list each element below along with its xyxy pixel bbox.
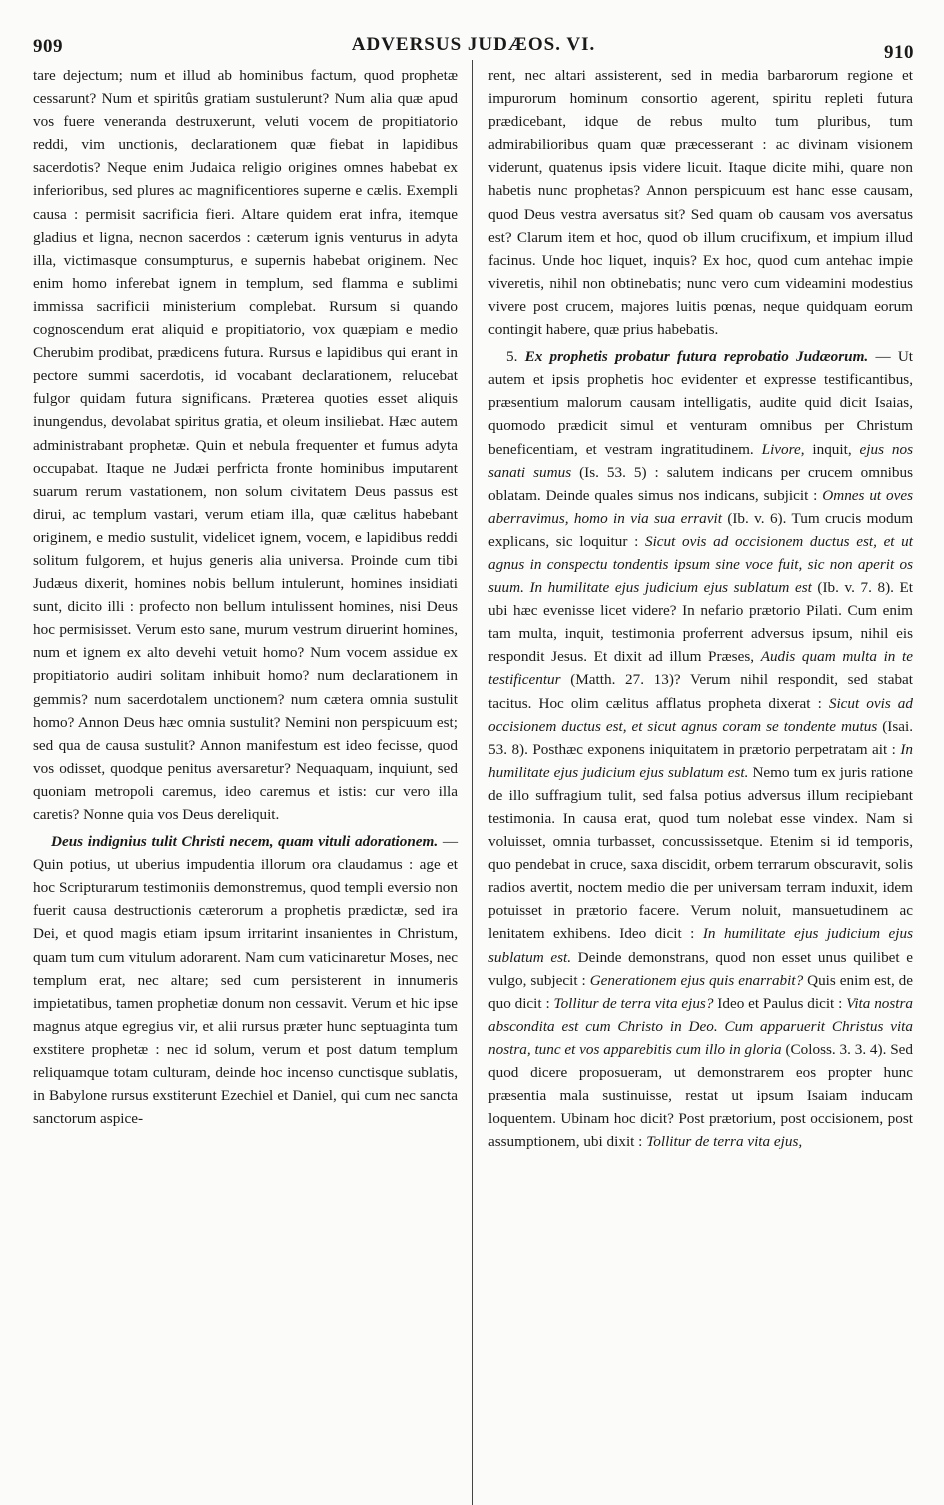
two-column-body (33, 64, 914, 1153)
text: (Ib. v. 6). Tum crucis modum explicans, sic loquitur : (488, 509, 914, 550)
text: (Is. 53. 5) : salutem indicans per crucem omnibus oblatam. Deinde quales simus nos indicans, subjicit : (488, 463, 913, 504)
text: (Isai. 53. 8). Posthæc exponens iniquitatem in prætorio perpetratam ait : (488, 717, 913, 758)
right-paragraph-2 (488, 345, 913, 1153)
quote: Tollitur de terra vita ejus? (553, 994, 714, 1012)
text: (Matth. 27. 13)? Verum nihil respondit, sed stabat tacitus. Hoc olim cælitus afflatus propheta dixerat : (488, 671, 914, 712)
left-page-number: 909 (33, 36, 63, 57)
running-title: ADVERSUS JUDÆOS. VI. (351, 34, 596, 55)
text: — Ut autem et ipsis prophetis hoc evidenter et expresse testificantibus, præsentium malorum causam intelligatis, audite quid dicit Isaias, quomodo prædicit simul et venturam omnibus per Christum beneficentiam, et vestram ingratitudinem. (488, 348, 914, 458)
text: (Coloss. 3. 3. 4). Sed quod dicere proposueram, ut demonstrarem eos propter hunc præsentia mala sustinuisse, restat ut ipsum Isaiam inducam loquentem. Ubinam hoc dicit? Post prætorium, post occisionem, post assumptionem, ubi dixit : (488, 1040, 913, 1151)
paragraph-text: — Quin potius, ut uberius impudentia illorum ora claudamus : age et hoc Scripturarum testimoniis demonstremus, quod templi eversio non fuerit causa destructionis cæterorum a prophetis prædictæ, sed ira Dei, et quod magis etiam ipsum irritarint insanientes in Christum, quam tum cum vitulum adorarent. Nam cum vaticinaretur Moses, nec templum erat, nec altare; sed cum persisterent in innumeris impietatibus, tamen prophetiæ donum non cessavit. Verum et hic ipse magnus atque egregius vir, et alii rursus præter hunc septuaginta tum exstitere prophetæ : nec id solum, verum et post datum templum reliquamque totam culturam, deinde hoc incenso cunctisque sublatis, in Babylone rursus exstiterunt Ezechiel et Daniel, qui cum nec sancta sanctorum aspice- (33, 833, 459, 1128)
quote: Sicut ovis ad occisionem ductus est, et sicut agnus coram se tondente mutus (488, 694, 913, 735)
text: Quis enim est, de quo dicit : (488, 971, 914, 1012)
right-page-number: 910 (884, 42, 914, 63)
text: (Ib. v. 7. 8). Et ubi hæc evenisse licet videre? In nefario prætorio Pilati. Cum enim tam multa, inquit, testimonia proferrent adversus ipsum, nihil eis respondit Jesus. Et dixit ad illum Præses, (488, 579, 914, 666)
left-paragraph-2 (33, 830, 458, 1130)
quote: Generationem ejus quis enarrabit? (589, 971, 804, 989)
text: Nemo tum ex juris ratione de illo suffragium tulit, sed falsa potius adversus illum recipiebant testimonia. In causa erat, quod tum nolebat esse vindex. Nam si voluisset, omnia turbasset, concussissetque. Etenim si id temporis, quo pendebat in cruce, saxa discidit, orbem terrarum obscuravit, solis radios avertit, noctem medio die per universam terram induxit, idem potuisset in prætorio facere. Verum noluit, mansuetudinem ac lenitatem exhibens. Ideo dicit : (488, 763, 914, 943)
section-heading: Ex prophetis probatur futura reprobatio Judæorum. (524, 348, 869, 366)
column-rule (458, 64, 488, 1153)
right-paragraph-1: rent, nec altari assisterent, sed in media barbarorum regione et impurorum hominum consortio agerent, spiritu repleti futura prædicebant, idque de rebus multo tum pluribus, tum admirabilioribus quam quæ præcesserant : ac divinam visionem viderunt, quatenus ipsis videre licuit. Itaque dicite mihi, quare non habetis nunc prophetas? Annon perspicuum est hanc esse causam, quod Deus vestra aversatus sit? Sed quam ob causam vos aversatus est? Clarum item et hoc, quod ob illum crucifixum, et impium illud facinus. Unde hoc liquet, inquis? Ex hoc, quod cum antehac impie viveretis, nihil non obtinebatis; nunc vero cum videamini modestius vivere post crucem, majores luitis pœnas, neque quidquam eorum contingit habere, quæ prius habebatis. (488, 67, 913, 339)
quote: In humilitate ejus judicium ejus sublatum est. (488, 740, 913, 781)
right-column (488, 64, 913, 1153)
quote: In humilitate ejus judicium ejus sublatum est. (488, 925, 913, 966)
quote: Omnes ut oves aberravimus, homo in via sua erravit (488, 486, 913, 527)
section-heading: Deus indignius tulit Christi necem, quam vituli adorationem. (51, 833, 439, 851)
quote: Audis quam multa in te testificentur (488, 648, 914, 689)
quote: Livore (761, 440, 801, 458)
quote: Sicut ovis ad occisionem ductus est, et ut agnus in conspectu tondentis ipsum sine voce fuit, sic non aperit os suum. In humilitate ejus judicium ejus sublatum est (488, 532, 913, 597)
text: Ideo et Paulus dicit : (717, 994, 843, 1012)
quote: ejus nos sanati sumus (488, 440, 913, 481)
running-header (33, 34, 914, 64)
left-column (33, 64, 458, 1153)
quote: Tollitur de terra vita ejus, (646, 1133, 803, 1151)
quote: Vita nostra abscondita est cum Christo in Deo. Cum apparuerit Christus vita nostra, tunc et vos apparebitis cum illo in gloria (488, 994, 914, 1058)
left-paragraph-1: tare dejectum; num et illud ab hominibus factum, quod prophetæ cessarunt? Num et spiritûs gratiam sustulerunt? Num alia quæ apud vos fuere veneranda destruxerunt, veluti vocem de propitiatorio reddi, vim unctionis, declarationem quæ fiebat in lapidibus sacerdotis? Neque enim Judaica religio origines omnes habebat ex inferioribus, sed plures ac magnificentiores superne e cælis. Exempli causa : permisit sacrificia fieri. Altare quidem erat infra, itemque gladius et ligna, necnon sacerdos : cæterum ignis venturus in adyta illa, victimasque consumpturus, e supernis habebat originem. Nec enim homo inferebat ignem in templum, sed flamma e sublimi immissa sacrificii ministerium complebat. Rursum si quando cognoscendum erat aliquid e propitiatorio, vox quæpiam e medio Cherubim prodibat, prædicens futura. Rursus e lapidibus qui erant in pectore summi sacerdotis, id vocabant declarationem, relucebat fulgor quidam futura significans. Præterea quoties esset aliquis inungendus, devolabat spiritus gratia, et oleum insiliebat. Hæc autem administrabant prophetæ. Quin et nebula frequenter et fumus adyta occupabat. Itaque ne Judæi perfricta fronte hominibus imputarent suarum rerum vastationem, non solum civitatem Deus passus est dirui, ac templum vastari, verum etiam illa, quæ cælitus habebant originem, e medio sustulit, videlicet ignem, vocem, e lapidibus reddi solitum fulgorem, et hujus generis alia universa. Proinde cum tibi Judæus dixerit, homines nobis bellum intulerunt, homines insidiati sunt, dicito illi : profecto non bellum intulissent homines, nisi Deus hoc permisisset. Verum esto sane, murum vestrum diruerint homines, num et ignem ex alto devehi vetuit homo? Num vocem assidue ex propitiatorio audiri solitam inhibuit homo? num declarationem in gemmis? num sacerdotalem unctionem? num cætera omnia sustulit homo? Annon Deus hæc omnia sustulit? Nemini non perspicuum est; sed qua de causa sustulit? Annon manifestum est ideo fecisse, quod vos odisset, quodque penitus aversaretur? Nequaquam, inquiunt, sed quoniam metropoli caremus, ideo caremus et istis: cur vero illa caretis? Nonne quia vos Deus dereliquit. (33, 67, 458, 823)
text: Deinde demonstrans, quod non esset unus quilibet e vulgo, subjecit : (488, 948, 913, 989)
text: , inquit, (800, 440, 852, 458)
section-number: 5. (506, 348, 518, 366)
